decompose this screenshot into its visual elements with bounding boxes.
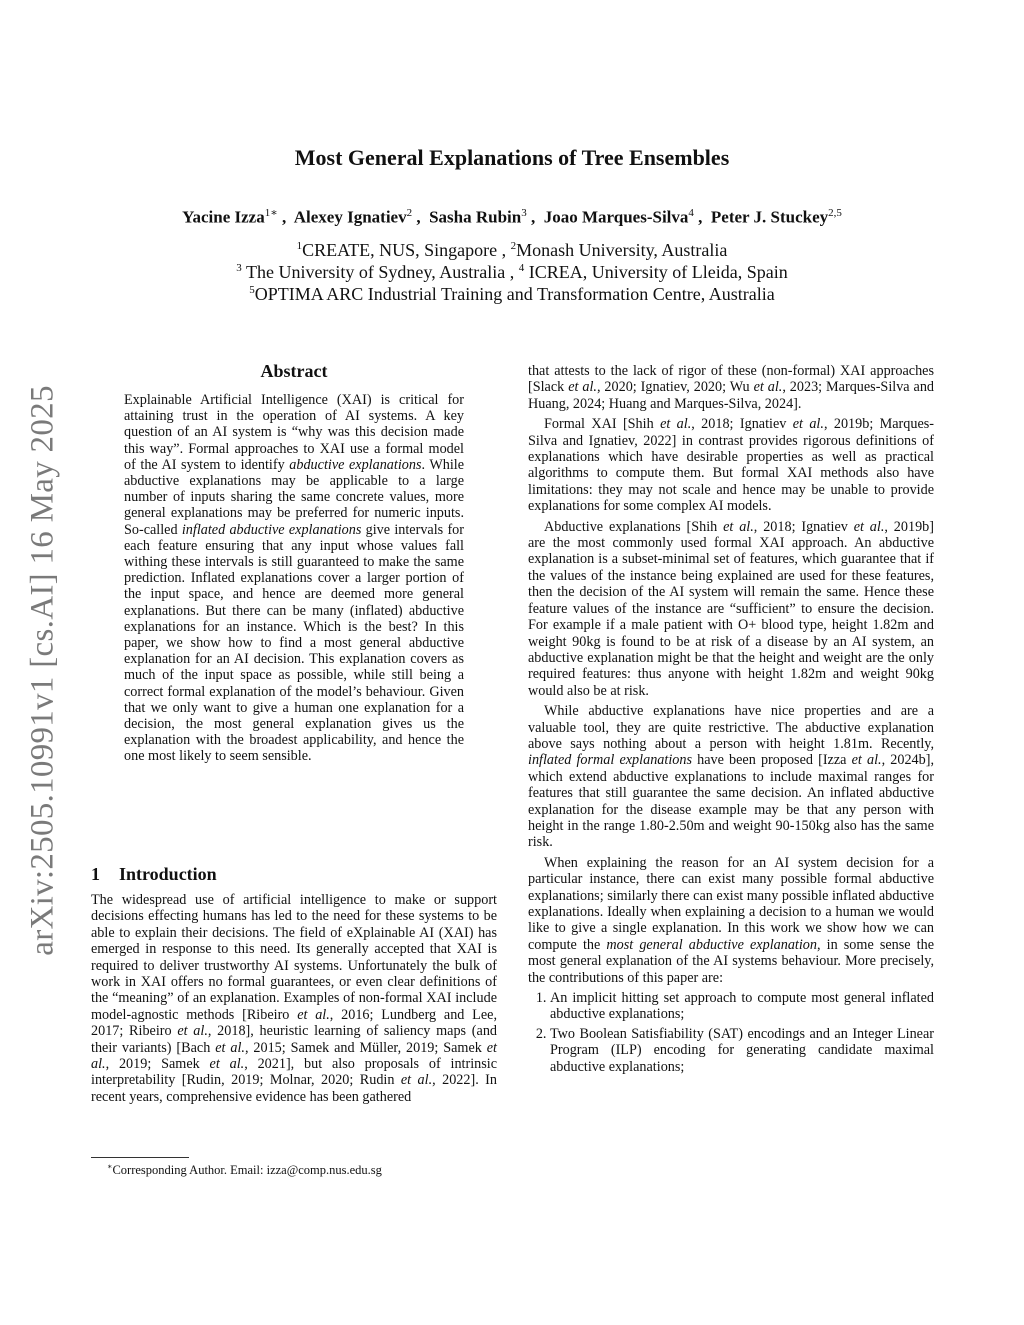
affiliation-mark: 5 — [249, 284, 255, 296]
body-text: , 2019b] are the most commonly used formal XAI approach. An abductive explanation is a subset-minimal set of features, which guarantee that if the values of the instance being explained are used for these features, then the decision of the AI system will remain the same. Hence these feature values of the instance are “sufficient” to ensure the decision. For example if a male patient with O+ blood type, height 1.82m and weight 90kg is found to be at risk of a disease by an AI system, an abductive explanation might be that the height and weight are the only required features: thus anyone with height 1.82m and weight 90kg would also be at risk. — [528, 518, 934, 699]
affiliation-text: CREATE, NUS, Singapore , — [302, 240, 507, 260]
body-paragraph — [528, 363, 934, 412]
author-affiliation-mark: 2 — [406, 207, 413, 219]
body-text: , 2020; Ignatiev, 2020; Wu — [596, 379, 754, 396]
affiliation-mark: 3 — [236, 262, 242, 274]
citation-emphasis: et al. — [723, 518, 754, 535]
affiliation-text: The University of Sydney, Australia , — [241, 262, 515, 282]
citation-emphasis: et al. — [660, 416, 692, 433]
citation-emphasis: et al. — [851, 752, 882, 769]
body-text: that attests to the lack of rigor of these (non-formal) XAI approaches [Slack — [528, 363, 934, 396]
arxiv-stamp — [8, 370, 78, 970]
author-name: Alexey Ignatiev — [293, 207, 407, 227]
paper-title: Most General Explanations of Tree Ensembles — [294, 145, 730, 170]
footnote — [107, 1162, 382, 1178]
section-title: Introduction — [119, 864, 217, 884]
author-affiliation-mark: 4 — [688, 207, 694, 219]
affiliation-line-3 — [0, 279, 1024, 305]
body-paragraph — [528, 855, 934, 986]
citation-emphasis: et al. — [215, 1039, 245, 1056]
body-text: , in some sense the most general explanation of the AI systems behaviour. More precisely, the contributions of this paper are: — [528, 936, 935, 986]
arxiv-stamp-text: arXiv:2505.10991v1 [cs.AI] 16 May 2025 — [24, 384, 61, 956]
body-text: , 2018; Ignatiev — [691, 416, 793, 433]
affiliation-text: Monash University, Australia — [516, 240, 728, 260]
citation-emphasis: et al. — [297, 1006, 330, 1023]
body-text: Abductive explanations [Shih — [544, 518, 724, 535]
body-text: , 2018], heuristic learning of saliency maps (and their variants) [Bach — [91, 1023, 498, 1056]
term-emphasis: inflated formal explanations — [528, 752, 692, 769]
body-text: Formal XAI [Shih — [544, 416, 661, 433]
abstract-emphasis: inflated abductive explanations — [181, 521, 362, 538]
abstract-text: . While abductive explanations may be applicable to a large number of inputs sharing the same concrete values, more general explanations may be preferred for numeric inputs. So-called — [124, 456, 464, 538]
body-text: , 2023; Marques-Silva and Huang, 2024; Huang and Marques-Silva, 2024]. — [528, 379, 935, 412]
contributions-list — [528, 990, 934, 1075]
affiliation-text: ICREA, University of Lleida, Spain — [524, 262, 788, 282]
citation-emphasis: et al. — [753, 379, 783, 396]
section-number: 1 — [91, 864, 100, 884]
list-item: 1. An implicit hitting set approach to compute most general inflated abductive explanations; — [550, 990, 934, 1023]
citation-emphasis: et al. — [568, 379, 597, 396]
term-emphasis: most general abductive explanation — [606, 936, 817, 953]
right-column — [528, 363, 934, 1078]
body-text: have been proposed [Izza — [691, 752, 852, 769]
body-paragraph — [528, 519, 934, 699]
body-text: , 2024b], which extend abductive explanations to include maximal ranges for features that still guarantee the same decision. An inflated abductive explanation for the disease example may be that any person with height in the range 1.80-2.50m and weight 90-150kg also has the same risk. — [528, 752, 934, 851]
body-text: , 2019b; Marques-Silva and Ignatiev, 2022] in contrast provides rigorous definitions of explanations which have desirable properties as well as practical algorithms to compute them. But formal XAI methods also have limitations: they may not scale and hence may be unable to provide explanations for some complex AI models. — [528, 416, 935, 515]
citation-emphasis: et al. — [400, 1072, 433, 1089]
author-affiliation-mark: 2,5 — [828, 207, 842, 219]
author-affiliation-mark: 1∗ — [264, 207, 278, 219]
author-name: Yacine Izza — [182, 207, 265, 227]
citation-emphasis: et al. — [853, 518, 885, 535]
abstract-body — [124, 392, 464, 765]
affiliation-mark: 1 — [296, 240, 303, 252]
body-text: While abductive explanations have nice properties and are a valuable tool, they are quite restrictive. The abductive explanation above says nothing about a person with height 1.81m. Recently, — [528, 703, 934, 752]
body-text: , 2022]. In recent years, comprehensive evidence has been gathered — [91, 1072, 497, 1105]
abstract-paragraph — [124, 392, 464, 765]
body-paragraph — [528, 703, 934, 851]
body-text: The widespread use of artificial intelligence to make or support decisions effecting humans has led to the need for these systems to be able to explain their decisions. The field of eXplainable AI (XAI) has emerged in response to this need. Its generally accepted that XAI is required to deliver trustworthy AI systems. Unfortunately the bulk of work in XAI offers no formal guarantees, or even clear definitions of the “meaning” of an explanation. Examples of non-formal XAI include model-agnostic methods [Ribeiro — [91, 892, 497, 1023]
body-text: , 2016; Lundberg and Lee, 2017; Ribeiro — [91, 1006, 497, 1040]
abstract-heading: Abstract — [260, 361, 328, 381]
abstract-text: give intervals for each feature ensuring that any input whose values fall withing these intervals is still guaranteed to make the same prediction. Inflated explanations cover a larger portion of the input space, and hence are deemed more general explanations. But there can be many (inflated) abductive explanations for an instance. Which is the best? In this paper, we show how to find a most general abductive explanation for an AI decision. This explanation covers as much of the input space as possible, while still being a correct formal explanation of the model’s behaviour. Given that we only want to give a human one explanation for a decision, the most general explanation gives us the explanation with the broadest applicability, and hence the one most likely to seem sensible. — [124, 521, 464, 765]
affiliation-text: OPTIMA ARC Industrial Training and Transformation Centre, Australia — [254, 284, 775, 304]
affiliation-mark: 2 — [510, 240, 517, 252]
author-list: Yacine Izza$^{1∗}$ , Alexey Ignatiev$^2$ , Sasha Rubin$^3$ , Joao Marques-Silva$^4$ , Peter J. Stuckey$^{2,5}$ — [182, 207, 842, 227]
author-affiliation-mark: 3 — [521, 207, 527, 219]
citation-emphasis: et al. — [209, 1056, 245, 1073]
intro-paragraph — [91, 892, 497, 1105]
section-heading-introduction — [91, 864, 217, 885]
footnote-text: Corresponding Author. Email: izza@comp.nus.edu.sg — [112, 1163, 382, 1178]
abstract-emphasis: abductive explanations — [289, 456, 422, 473]
body-text: When explaining the reason for an AI system decision for a particular instance, there can exist many possible formal abductive explanations; similarly there can exist many possible inflated abductive explanations. Ideally when explaining a decision to a human we would like to give a single explanation. In this work we show how we can compute the — [528, 854, 934, 953]
body-text: , 2018; Ignatiev — [753, 518, 854, 535]
body-text: , 2015; Samek and Müller, 2019; Samek — [244, 1039, 487, 1056]
footnote-mark: ∗ — [107, 1162, 113, 1171]
author-name: Joao Marques-Silva — [543, 207, 689, 227]
citation-emphasis: et al. — [177, 1023, 208, 1040]
introduction-body — [91, 892, 497, 1105]
footnote-rule — [91, 1157, 189, 1158]
abstract-text: Explainable Artificial Intelligence (XAI) is critical for attaining trust in the operation of AI systems. A key question of an AI system is “why was this decision made this way”. Formal approaches to XAI use a formal model of the AI system to identify — [124, 392, 464, 473]
body-text: , 2021], but also proposals of intrinsic interpretability [Rudin, 2019; Molnar, 2020; Rudin — [91, 1056, 498, 1089]
author-name: Peter J. Stuckey — [710, 207, 829, 227]
citation-emphasis: et al. — [91, 1039, 497, 1073]
body-paragraph — [528, 416, 934, 514]
body-text: , 2019; Samek — [105, 1056, 210, 1073]
list-item: 2. Two Boolean Satisfiability (SAT) encodings and an Integer Linear Program (ILP) encoding for generating candidate maximal abductive explanations; — [550, 1026, 934, 1075]
affiliation-mark: 4 — [518, 262, 525, 274]
citation-emphasis: et al. — [792, 416, 824, 433]
author-name: Sasha Rubin — [429, 207, 522, 227]
